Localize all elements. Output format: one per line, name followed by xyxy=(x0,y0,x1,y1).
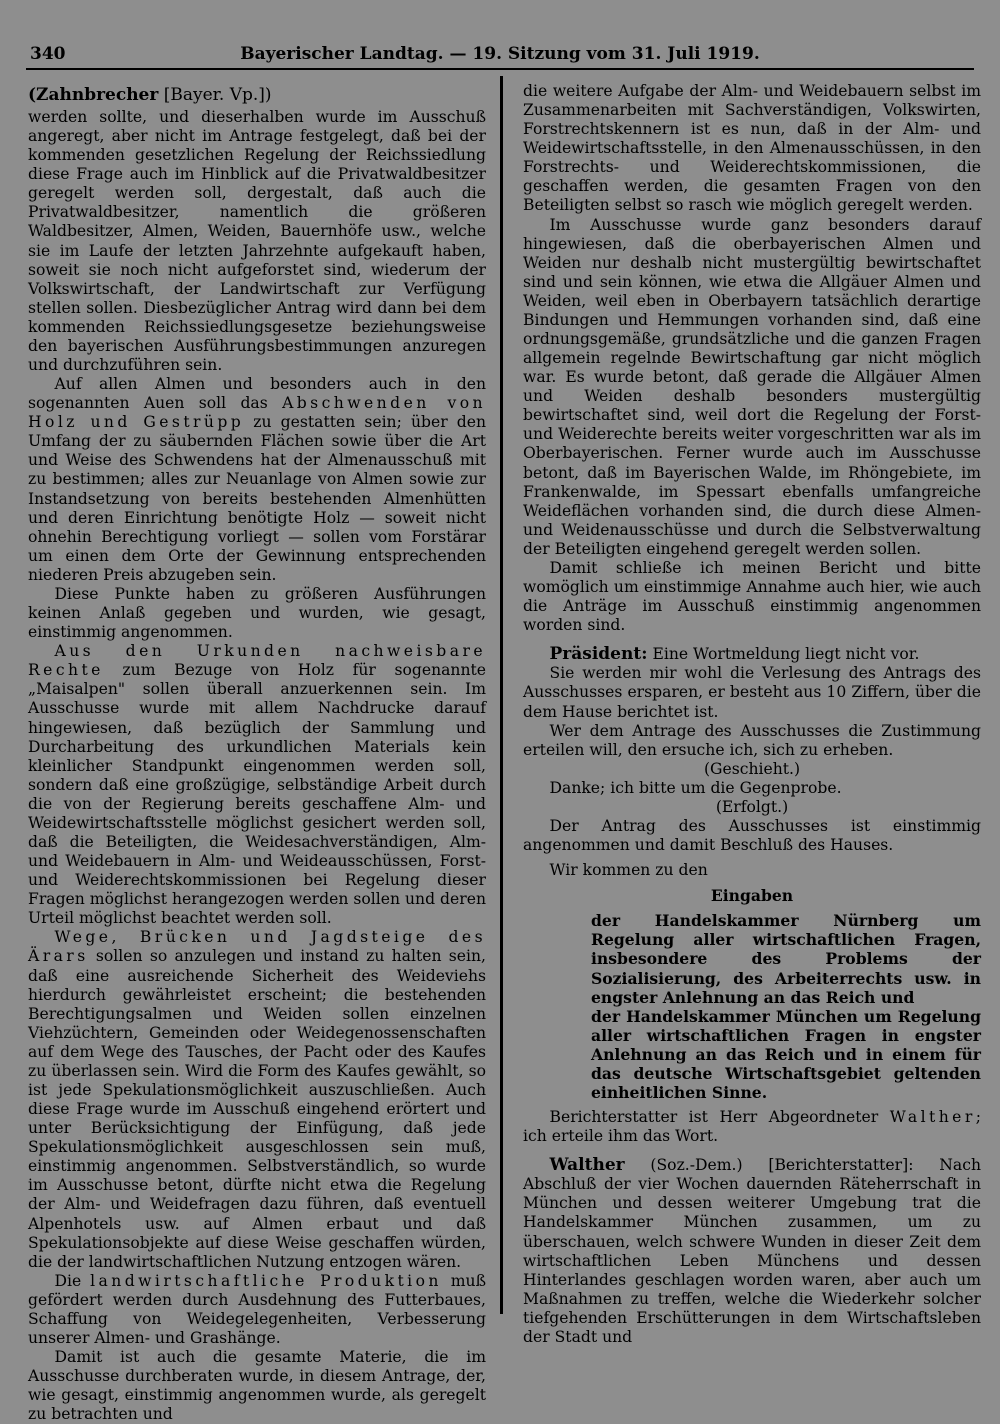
stage-note: (Erfolgt.) xyxy=(715,797,789,816)
paragraph: Sie werden mir wohl die Verlesung des Antrags des Ausschusses ersparen, er besteht aus 10 Ziffern, über die dem Hause berichtet ist. xyxy=(523,664,981,721)
paragraph: Berichterstatter ist Herr Abgeordneter Walther; ich erteile ihm das Wort. xyxy=(523,1108,981,1146)
petition-item: der Handelskammer München um Regelung aller wirtschaftlichen Fragen in engster Anlehnung an das Reich und in einem für das deutsche Wirtschaftsgebiet geltenden einheitlichen Sinne. xyxy=(591,1006,981,1102)
speaker-party: (Soz.-Dem.) [Berichterstatter]: xyxy=(624,1156,914,1175)
president-label: Präsident: xyxy=(549,644,648,665)
paragraph: die weitere Aufgabe der Alm- und Weidebauern selbst im Zusammenarbeiten mit Sachverständigen, Volkswirten, Forstrechtskennern ist es nun, daß in der Alm- und Weidewirtschaftsstelle, in den Almenausschüssen, in den Forstrechts- und Weiderechtskommissionen, die geschaffen werden, die gesamten Fragen von den Beteiligten selbst so rasch wie möglich geregelt werden. xyxy=(523,82,981,215)
right-column xyxy=(523,82,981,1347)
petition-item: der Handelskammer Nürnberg um Regelung aller wirtschaftlichen Fragen, insbesondere des Problems der Sozialisierung, des Arbeiterrechts usw. in engster Anlehnung an das Reich und xyxy=(591,911,981,1007)
paragraph: Aus den Urkunden nachweisbare Rechte zum Bezuge von Holz für sogenannte „Maisalpen" sollen überall anzuerkennen sein. Im Ausschusse wurde mit allem Nachdrucke darauf hingewiesen, daß bezüglich der Sammlung und Durcharbeitung des urkundlichen Materials kein kleinlicher Standpunkt eingenommen werden soll, sondern daß eine großzügige, selbständige Arbeit durch die von der Regierung bereits geschaffene Alm- und Weidewirtschaftsstelle möglichst gesichert werden soll, daß die Beteiligten, die Weidesachverständigen, Alm- und Weidebauern in Alm- und Weideausschüssen, Forst- und Weiderechtskommissionen bei Regelung dieser Fragen möglichst herangezogen werden sollen und deren Urteil möglichst beachtet werden soll. xyxy=(28,642,486,928)
paragraph: Wer dem Antrage des Ausschusses die Zustimmung erteilen will, den ersuche ich, sich zu erheben. xyxy=(523,721,981,759)
page-header xyxy=(30,44,970,66)
spaced-text: landwirtschaftliche Produktion xyxy=(90,1271,442,1290)
paragraph: Damit ist auch die gesamte Materie, die im Ausschusse durchberaten wurde, in diesem Antrage, der, wie gesagt, einstimmig angenommen wurde, als geregelt zu betrachten und xyxy=(28,1348,486,1424)
paragraph: Walther (Soz.-Dem.) [Berichterstatter]: Nach Abschluß der vier Wochen dauernden Räteherrschaft in München und dessen weiterer Umgebung trat die Handelskammer München zusammen, um zu überschauen, welch schwere Wunden in dieser Zeit dem wirtschaftlichen Leben Münchens und dessen Hinterlandes geschlagen worden waren, aber auch um Maßnahmen zu treffen, welche die Wiederkehr solcher tiefgehenden Erschütterungen in dem Wirtschaftsleben der Stadt und xyxy=(523,1155,981,1346)
page-number: 340 xyxy=(30,44,66,64)
spaced-text: Wege, Brücken und Jagdsteige des Ärars xyxy=(28,928,486,966)
paragraph: Diese Punkte haben zu größeren Ausführungen keinen Anlaß gegeben und wurden, wie gesagt, einstimmig angenommen. xyxy=(28,584,486,642)
speaker-party: [Bayer. Vp.]) xyxy=(163,85,272,105)
speaker-name: Walther xyxy=(549,1155,625,1176)
paragraph: Wir kommen zu den xyxy=(549,861,708,880)
speaker-name: (Zahnbrecher xyxy=(28,85,159,105)
paragraph: Wege, Brücken und Jagdsteige des Ärars sollen so anzulegen und instand zu halten sein, daß eine ausreichende Sicherheit des Weideviehs hierdurch gewährleistet erscheint; die bestehenden Berechtigungsalmen und Weiden sollen einzelnen Viehzüchtern, Gemeinden oder Weidegenossenschaften auf dem Wege des Tausches, der Pacht oder des Kaufes zu überlassen sein. Wird die Form des Kaufes gewählt, so ist jede Spekulationsmöglichkeit auszuschließen. Auch diese Frage wurde im Ausschuß eingehend erörtert und unter Berücksichtigung der Einfügung, daß jede Spekulationsmöglichkeit ausgeschlossen sein muß, einstimmig angenommen. Selbstverständlich, so wurde im Ausschusse betont, dürfte nicht etwa die Regelung der Alm- und Weidefragen dazu führen, daß eventuell Alpenhotels usw. auf Almen erbaut und daß Spekulationsobjekte auf diese Weise geschaffen würden, die der landwirtschaftlichen Nutzung entzogen wären. xyxy=(28,928,486,1271)
left-column xyxy=(28,82,486,1424)
paragraph: werden sollte, und dieserhalben wurde im Ausschuß angeregt, aber nicht im Antrage festgelegt, daß bei der kommenden gesetzlichen Regelung der Reichssiedlung diese Frage auch im Hinblick auf die Privatwaldbesitzer geregelt werden soll, dergestalt, daß auch die Privatwaldbesitzer, namentlich die größeren Waldbesitzer, Almen, Weiden, Bauernhöfe usw., welche sie im Laufe der letzten Jahrzehnte aufgekauft haben, soweit sie noch nicht aufgeforstet sind, wiederum der Volkswirtschaft, der Landwirtschaft zur Verfügung stellen sollen. Diesbezüglicher Antrag wird dann bei dem kommenden Reichssiedlungsgesetze beziehungsweise den bayerischen Ausführungsbestimmungen anzuregen und durchzuführen sein. xyxy=(28,108,486,375)
paragraph: Im Ausschusse wurde ganz besonders darauf hingewiesen, daß die oberbayerischen Almen und Weiden nur deshalb nicht mustergültig bewirtschaftet sind und sein können, wie etwa die Allgäuer Almen und Weiden, weil eben in Oberbayern tatsächlich derartige Bindungen und Hemmungen vorhanden sind, daß eine ordnungsgemäße, grundsätzliche und die ganzen Fragen allgemein regelnde Bewirtschaftung gar nicht möglich war. Es wurde betont, daß gerade die Allgäuer Almen und Weiden deshalb besonders mustergültig bewirtschaftet sind, weil dort die Regelung der Forst- und Weiderechte bereits weiter vorgeschritten war als im Oberbayerischen. Ferner wurde auch im Ausschusse betont, daß im Bayerischen Walde, im Rhöngebiete, im Frankenwalde, im Spessart ebenfalls umfangreiche Weideflächen vorhanden sind, die durch diese Almen- und Weidenausschüsse und durch die Selbstverwaltung der Beteiligten eingehend geregelt werden sollen. xyxy=(523,215,981,558)
spaced-text: Walther xyxy=(889,1108,976,1127)
spaced-text: Abschwenden von Holz und Gestrüpp xyxy=(28,394,486,432)
header-rule xyxy=(26,68,974,70)
paragraph: Die landwirtschaftliche Produktion muß gefördert werden durch Ausdehnung des Futterbaues, Schaffung von Weidegelegenheiten, Verbesserung unserer Almen- und Grashänge. xyxy=(28,1271,486,1347)
paragraph: Auf allen Almen und besonders auch in den sogenannten Auen soll das Abschwenden von Holz und Gestrüpp zu gestatten sein; über den Umfang der zu säubernden Flächen sowie über die Art und Weise des Schwendens hat der Almenausschuß mit zu bestimmen; alles zur Neuanlage von Almen sowie zur Instandsetzung von bereits bestehenden Almenhütten und deren Einrichtung benötigte Holz — soweit nicht ohnehin Berechtigung vorliegt — sollen vom Forstärar um einen dem Orte der Gewinnung entsprechenden niederen Preis abzugeben sein. xyxy=(28,375,486,584)
paragraph: Der Antrag des Ausschusses ist einstimmig angenommen und damit Beschluß des Hauses. xyxy=(523,816,981,855)
paragraph: Danke; ich bitte um die Gegenprobe. xyxy=(549,778,842,797)
column-rule xyxy=(500,76,503,1314)
president-statement: Präsident: Eine Wortmeldung liegt nicht vor. xyxy=(549,644,920,665)
spaced-text: Aus den Urkunden nachweisbare Rechte xyxy=(28,642,486,680)
speaker-heading xyxy=(28,82,486,108)
stage-note: (Geschieht.) xyxy=(703,759,801,778)
running-head: Bayerischer Landtag. — 19. Sitzung vom 31. Juli 1919. xyxy=(240,44,760,64)
section-heading: Eingaben xyxy=(710,886,794,906)
paragraph: Damit schließe ich meinen Bericht und bitte womöglich um einstimmige Annahme auch hier, wie auch die Anträge im Ausschuß einstimmig angenommen worden sind. xyxy=(523,558,981,635)
